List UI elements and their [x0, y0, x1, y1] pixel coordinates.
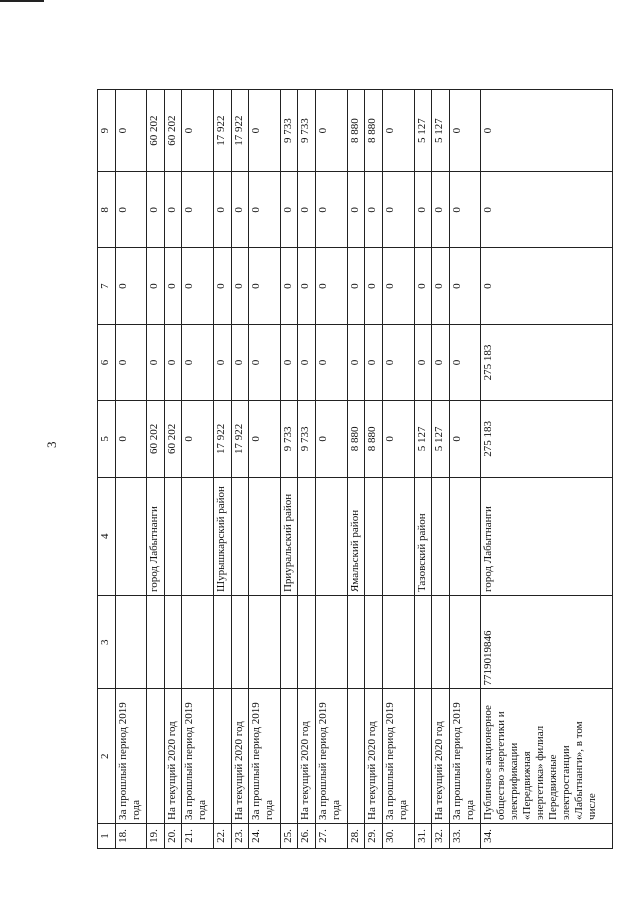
table-row — [280, 90, 298, 849]
table-row — [316, 90, 348, 849]
table-cell — [182, 477, 214, 596]
table-cell: 17 922 — [214, 401, 232, 477]
table-cell — [147, 596, 165, 689]
table-cell: 0 — [164, 172, 182, 248]
table-header-cell: 2 — [98, 689, 116, 823]
table-cell: 9 733 — [298, 90, 316, 172]
table-cell — [164, 596, 182, 689]
table-cell — [316, 596, 348, 689]
table-cell: 0 — [414, 172, 432, 248]
table-cell — [249, 477, 281, 596]
table-cell: 0 — [316, 324, 348, 400]
table-cell: 0 — [316, 248, 348, 324]
table-cell: 21. — [182, 823, 214, 848]
table-row — [147, 90, 165, 849]
table-cell: 5 127 — [432, 90, 450, 172]
table-cell: 31. — [414, 823, 432, 848]
table-cell — [147, 689, 165, 823]
table-cell — [382, 596, 414, 689]
table-cell: 0 — [449, 324, 481, 400]
table-cell: На текущий 2020 год — [164, 689, 182, 823]
table-cell: 0 — [115, 324, 147, 400]
table-cell: 0 — [231, 324, 249, 400]
table-cell: 0 — [147, 324, 165, 400]
table-row — [298, 90, 316, 849]
table-cell: 0 — [316, 90, 348, 172]
table-cell: 17 922 — [214, 90, 232, 172]
table-header-cell: 7 — [98, 248, 116, 324]
table-cell: 0 — [432, 172, 450, 248]
table-header-cell: 5 — [98, 401, 116, 477]
table-cell: 17 922 — [231, 401, 249, 477]
table-cell: 8 880 — [365, 90, 383, 172]
table-cell — [347, 689, 365, 823]
table-cell: 26. — [298, 823, 316, 848]
table-cell — [280, 596, 298, 689]
table-cell: 0 — [481, 248, 613, 324]
table-cell: 24. — [249, 823, 281, 848]
table-cell: 0 — [298, 324, 316, 400]
table-cell: 0 — [365, 248, 383, 324]
table-cell: На текущий 2020 год — [298, 689, 316, 823]
table-cell: 0 — [298, 172, 316, 248]
table-cell: 8 880 — [347, 401, 365, 477]
table-cell: Ямальский район — [347, 477, 365, 596]
table-cell: 275 183 — [481, 324, 613, 400]
table-cell: 0 — [432, 248, 450, 324]
table-cell: 0 — [347, 324, 365, 400]
table-cell: 0 — [298, 248, 316, 324]
data-table-rotated — [97, 89, 613, 849]
table-cell: 0 — [481, 90, 613, 172]
table-cell: 27. — [316, 823, 348, 848]
table-cell: 0 — [432, 324, 450, 400]
table-cell — [115, 596, 147, 689]
table-cell: 0 — [382, 401, 414, 477]
table-header-cell: 6 — [98, 324, 116, 400]
table-cell: 0 — [164, 248, 182, 324]
table-cell: 275 183 — [481, 401, 613, 477]
table-cell: 9 733 — [298, 401, 316, 477]
table-cell: На текущий 2020 год — [365, 689, 383, 823]
table-cell: За прошлый период 2019 года — [382, 689, 414, 823]
table-cell: 0 — [249, 248, 281, 324]
table-row — [347, 90, 365, 849]
table-row — [182, 90, 214, 849]
table-row — [164, 90, 182, 849]
table-cell: 0 — [414, 324, 432, 400]
data-table — [97, 89, 613, 849]
table-cell: 0 — [449, 401, 481, 477]
table-cell: 30. — [382, 823, 414, 848]
table-row — [214, 90, 232, 849]
table-cell: За прошлый период 2019 года — [115, 689, 147, 823]
table-cell: 17 922 — [231, 90, 249, 172]
table-cell: На текущий 2020 год — [432, 689, 450, 823]
table-cell: 34. — [481, 823, 613, 848]
table-cell — [280, 689, 298, 823]
table-cell: Шурышкарский район — [214, 477, 232, 596]
table-row — [231, 90, 249, 849]
table-cell — [231, 477, 249, 596]
table-cell: 0 — [414, 248, 432, 324]
table-cell: 0 — [347, 248, 365, 324]
table-cell: 25. — [280, 823, 298, 848]
table-cell: 0 — [449, 248, 481, 324]
table-cell — [298, 477, 316, 596]
table-cell: 9 733 — [280, 401, 298, 477]
table-cell: 0 — [481, 172, 613, 248]
table-cell: 0 — [115, 90, 147, 172]
table-cell — [365, 477, 383, 596]
table-cell: 0 — [382, 90, 414, 172]
table-cell: 0 — [365, 324, 383, 400]
table-cell: 0 — [231, 248, 249, 324]
table-cell: 0 — [214, 248, 232, 324]
page-number: 3 — [44, 441, 59, 448]
table-cell — [231, 596, 249, 689]
table-cell: 9 733 — [280, 90, 298, 172]
table-cell: 0 — [347, 172, 365, 248]
table-cell: 0 — [231, 172, 249, 248]
table-row — [249, 90, 281, 849]
table-cell: 0 — [249, 401, 281, 477]
table-cell: Приуральский район — [280, 477, 298, 596]
table-cell: Тазовский район — [414, 477, 432, 596]
table-row — [115, 90, 147, 849]
table-cell: 33. — [449, 823, 481, 848]
table-header-cell: 8 — [98, 172, 116, 248]
table-cell: 0 — [115, 248, 147, 324]
table-cell — [214, 689, 232, 823]
table-cell: 0 — [449, 172, 481, 248]
table-cell: 20. — [164, 823, 182, 848]
table-cell: 0 — [214, 324, 232, 400]
table-cell — [449, 477, 481, 596]
table-cell: На текущий 2020 год — [231, 689, 249, 823]
table-cell: 0 — [182, 324, 214, 400]
table-header-row — [98, 90, 116, 849]
table-cell: 0 — [214, 172, 232, 248]
table-cell — [432, 596, 450, 689]
table-row — [382, 90, 414, 849]
table-header-cell: 3 — [98, 596, 116, 689]
table-cell: 0 — [164, 324, 182, 400]
table-cell — [182, 596, 214, 689]
table-cell: 60 202 — [164, 90, 182, 172]
table-cell: 23. — [231, 823, 249, 848]
table-cell: 60 202 — [147, 90, 165, 172]
table-row — [365, 90, 383, 849]
table-cell — [347, 596, 365, 689]
table-cell: 29. — [365, 823, 383, 848]
table-cell — [432, 477, 450, 596]
table-cell: 60 202 — [164, 401, 182, 477]
table-cell: город Лабытнанги — [481, 477, 613, 596]
table-cell: 32. — [432, 823, 450, 848]
table-cell: 8 880 — [365, 401, 383, 477]
table-cell — [298, 596, 316, 689]
table-cell: 0 — [382, 172, 414, 248]
table-row — [432, 90, 450, 849]
table-cell: 0 — [249, 324, 281, 400]
table-cell: 60 202 — [147, 401, 165, 477]
table-cell: 0 — [316, 172, 348, 248]
table-cell: 7719019846 — [481, 596, 613, 689]
table-row — [481, 90, 613, 849]
table-cell: За прошлый период 2019 года — [249, 689, 281, 823]
table-cell — [214, 596, 232, 689]
table-cell — [365, 596, 383, 689]
table-cell: 5 127 — [414, 401, 432, 477]
table-cell: 0 — [280, 248, 298, 324]
table-cell: 0 — [316, 401, 348, 477]
table-cell: 18. — [115, 823, 147, 848]
table-cell: 0 — [182, 172, 214, 248]
table-cell: 0 — [115, 401, 147, 477]
table-cell: 8 880 — [347, 90, 365, 172]
table-cell: 0 — [147, 172, 165, 248]
table-cell: 0 — [182, 90, 214, 172]
table-header-cell: 4 — [98, 477, 116, 596]
table-cell: 0 — [280, 172, 298, 248]
table-cell — [449, 596, 481, 689]
table-cell: 0 — [182, 401, 214, 477]
table-cell: 0 — [249, 90, 281, 172]
table-cell: 0 — [249, 172, 281, 248]
table-cell — [249, 596, 281, 689]
table-header-cell: 9 — [98, 90, 116, 172]
table-cell — [164, 477, 182, 596]
table-cell: 5 127 — [414, 90, 432, 172]
table-row — [414, 90, 432, 849]
table-cell — [115, 477, 147, 596]
table-cell: 0 — [382, 248, 414, 324]
table-cell: 0 — [365, 172, 383, 248]
table-header-cell: 1 — [98, 823, 116, 848]
table-cell: город Лабытнанги — [147, 477, 165, 596]
table-cell: За прошлый период 2019 года — [449, 689, 481, 823]
corner-mark — [0, 0, 44, 2]
table-cell: За прошлый период 2019 года — [316, 689, 348, 823]
table-cell — [414, 689, 432, 823]
table-cell: 0 — [115, 172, 147, 248]
table-cell — [316, 477, 348, 596]
table-cell: 22. — [214, 823, 232, 848]
table-cell: 0 — [147, 248, 165, 324]
table-cell: За прошлый период 2019 года — [182, 689, 214, 823]
table-row — [449, 90, 481, 849]
table-cell — [382, 477, 414, 596]
table-cell — [414, 596, 432, 689]
table-cell: Публичное акционерное общество энергетики и электрификации «Передвижная энергетика» филиал Передвижные электростанции «Лабытнанги», в том числе — [481, 689, 613, 823]
table-cell: 5 127 — [432, 401, 450, 477]
table-cell: 19. — [147, 823, 165, 848]
table-cell: 0 — [382, 324, 414, 400]
table-cell: 0 — [280, 324, 298, 400]
table-cell: 0 — [182, 248, 214, 324]
table-cell: 28. — [347, 823, 365, 848]
table-cell: 0 — [449, 90, 481, 172]
